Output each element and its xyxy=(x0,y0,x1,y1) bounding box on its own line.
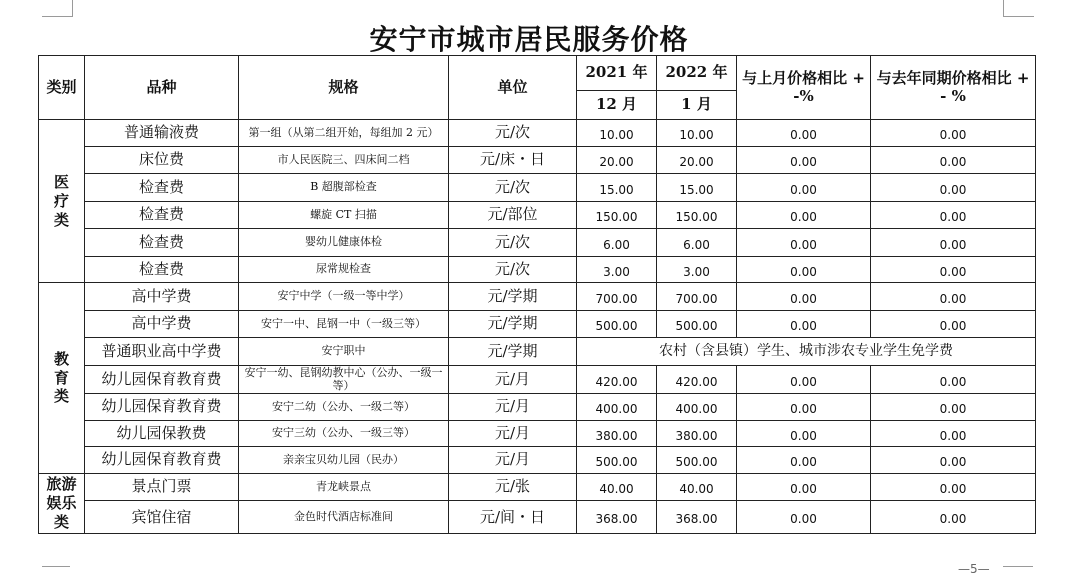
price-2021-12: 20.00 xyxy=(577,146,657,174)
price-2022-01: 500.00 xyxy=(657,447,737,473)
item-unit: 元/学期 xyxy=(449,310,577,338)
table-row xyxy=(39,394,1036,420)
change-yoy: 0.00 xyxy=(871,174,1036,202)
price-2022-01: 420.00 xyxy=(657,365,737,394)
change-mom: 0.00 xyxy=(737,256,871,282)
price-2021-12: 3.00 xyxy=(577,256,657,282)
table-row xyxy=(39,174,1036,202)
item-name: 检查费 xyxy=(85,201,239,229)
item-unit: 元/月 xyxy=(449,447,577,473)
price-2022-01: 15.00 xyxy=(657,174,737,202)
price-table xyxy=(38,55,1036,534)
change-mom: 0.00 xyxy=(737,120,871,146)
table-row xyxy=(39,256,1036,282)
item-spec: 安宁中学（一级一等中学） xyxy=(239,283,449,311)
table-row xyxy=(39,120,1036,146)
price-2021-12: 380.00 xyxy=(577,420,657,446)
change-mom: 0.00 xyxy=(737,174,871,202)
item-name: 宾馆住宿 xyxy=(85,501,239,534)
change-yoy: 0.00 xyxy=(871,201,1036,229)
item-name: 幼儿园保育教育费 xyxy=(85,365,239,394)
item-name: 床位费 xyxy=(85,146,239,174)
page-title: 安宁市城市居民服务价格 xyxy=(369,23,689,56)
item-unit: 元/学期 xyxy=(449,283,577,311)
item-spec: 安宁三幼（公办、一级三等） xyxy=(239,420,449,446)
table-row xyxy=(39,201,1036,229)
table-row xyxy=(39,365,1036,394)
page-number: —5— xyxy=(958,562,990,576)
price-2022-01: 500.00 xyxy=(657,310,737,338)
change-mom: 0.00 xyxy=(737,447,871,473)
price-2022-01: 400.00 xyxy=(657,394,737,420)
price-2021-12: 500.00 xyxy=(577,447,657,473)
item-unit: 元/床・日 xyxy=(449,146,577,174)
item-name: 高中学费 xyxy=(85,283,239,311)
change-yoy: 0.00 xyxy=(871,501,1036,534)
change-mom: 0.00 xyxy=(737,201,871,229)
change-yoy: 0.00 xyxy=(871,420,1036,446)
price-2022-01: 368.00 xyxy=(657,501,737,534)
price-2022-01: 3.00 xyxy=(657,256,737,282)
price-2021-12: 500.00 xyxy=(577,310,657,338)
item-spec: 第一组（从第二组开始，每组加 2 元） xyxy=(239,120,449,146)
price-2021-12: 700.00 xyxy=(577,283,657,311)
price-2021-12: 6.00 xyxy=(577,229,657,257)
page-corner-mark xyxy=(42,0,73,17)
change-yoy: 0.00 xyxy=(871,473,1036,501)
price-2021-12: 10.00 xyxy=(577,120,657,146)
change-yoy: 0.00 xyxy=(871,146,1036,174)
price-2022-01: 20.00 xyxy=(657,146,737,174)
header-spec: 规格 xyxy=(239,56,449,120)
table-body xyxy=(39,56,1036,534)
change-mom: 0.00 xyxy=(737,229,871,257)
item-name: 检查费 xyxy=(85,256,239,282)
price-2021-12: 400.00 xyxy=(577,394,657,420)
item-spec: B 超腹部检查 xyxy=(239,174,449,202)
change-yoy: 0.00 xyxy=(871,120,1036,146)
price-2021-12: 15.00 xyxy=(577,174,657,202)
table-row xyxy=(39,447,1036,473)
exemption-note: 农村（含县镇）学生、城市涉农专业学生免学费 xyxy=(577,338,1036,366)
change-mom: 0.00 xyxy=(737,283,871,311)
change-yoy: 0.00 xyxy=(871,447,1036,473)
table-row xyxy=(39,229,1036,257)
change-yoy: 0.00 xyxy=(871,229,1036,257)
item-spec: 安宁一中、昆钢一中（一级三等） xyxy=(239,310,449,338)
table-row xyxy=(39,338,1036,366)
item-unit: 元/张 xyxy=(449,473,577,501)
change-mom: 0.00 xyxy=(737,394,871,420)
change-mom: 0.00 xyxy=(737,420,871,446)
table-row xyxy=(39,420,1036,446)
item-spec: 安宁职中 xyxy=(239,338,449,366)
header-month-12: 12 月 xyxy=(577,90,657,120)
page-corner-mark xyxy=(1003,0,1034,17)
price-2021-12: 420.00 xyxy=(577,365,657,394)
category-label: 教 育 类 xyxy=(39,283,85,474)
item-spec: 尿常规检查 xyxy=(239,256,449,282)
change-mom: 0.00 xyxy=(737,501,871,534)
item-unit: 元/月 xyxy=(449,365,577,394)
change-yoy: 0.00 xyxy=(871,256,1036,282)
item-spec: 螺旋 CT 扫描 xyxy=(239,201,449,229)
item-name: 幼儿园保教费 xyxy=(85,420,239,446)
item-unit: 元/间・日 xyxy=(449,501,577,534)
category-label: 医 疗 类 xyxy=(39,120,85,283)
change-mom: 0.00 xyxy=(737,310,871,338)
item-spec: 金色时代酒店标准间 xyxy=(239,501,449,534)
item-unit: 元/次 xyxy=(449,256,577,282)
item-spec: 安宁二幼（公办、一级二等） xyxy=(239,394,449,420)
item-unit: 元/次 xyxy=(449,174,577,202)
table-row xyxy=(39,283,1036,311)
item-name: 高中学费 xyxy=(85,310,239,338)
change-yoy: 0.00 xyxy=(871,365,1036,394)
header-item: 品种 xyxy=(85,56,239,120)
header-yoy-change: 与去年同期价格相比 + - % xyxy=(871,56,1036,120)
header-mom-change: 与上月价格相比 + -% xyxy=(737,56,871,120)
table-row xyxy=(39,473,1036,501)
price-2022-01: 6.00 xyxy=(657,229,737,257)
price-2021-12: 368.00 xyxy=(577,501,657,534)
item-unit: 元/次 xyxy=(449,120,577,146)
price-2022-01: 40.00 xyxy=(657,473,737,501)
page-corner-mark xyxy=(42,566,70,577)
item-spec: 亲亲宝贝幼儿园（民办） xyxy=(239,447,449,473)
item-spec: 安宁一幼、昆钢幼教中心（公办、一级一等） xyxy=(239,365,449,394)
header-unit: 单位 xyxy=(449,56,577,120)
item-spec: 市人民医院三、四床间二档 xyxy=(239,146,449,174)
item-unit: 元/月 xyxy=(449,394,577,420)
header-category: 类别 xyxy=(39,56,85,120)
price-2022-01: 380.00 xyxy=(657,420,737,446)
price-2022-01: 700.00 xyxy=(657,283,737,311)
category-label: 旅游 娱乐 类 xyxy=(39,473,85,533)
item-name: 景点门票 xyxy=(85,473,239,501)
header-row xyxy=(39,56,1036,91)
change-yoy: 0.00 xyxy=(871,283,1036,311)
item-unit: 元/学期 xyxy=(449,338,577,366)
item-name: 普通职业高中学费 xyxy=(85,338,239,366)
price-2022-01: 150.00 xyxy=(657,201,737,229)
item-name: 检查费 xyxy=(85,174,239,202)
price-2021-12: 40.00 xyxy=(577,473,657,501)
change-mom: 0.00 xyxy=(737,473,871,501)
table-row xyxy=(39,310,1036,338)
item-name: 幼儿园保育教育费 xyxy=(85,447,239,473)
item-unit: 元/次 xyxy=(449,229,577,257)
item-name: 普通输液费 xyxy=(85,120,239,146)
change-yoy: 0.00 xyxy=(871,310,1036,338)
item-unit: 元/月 xyxy=(449,420,577,446)
item-name: 幼儿园保育教育费 xyxy=(85,394,239,420)
header-year-2022: 2022 年 xyxy=(657,56,737,91)
page-corner-mark xyxy=(1003,566,1033,577)
change-yoy: 0.00 xyxy=(871,394,1036,420)
table-row xyxy=(39,501,1036,534)
change-mom: 0.00 xyxy=(737,146,871,174)
price-2022-01: 10.00 xyxy=(657,120,737,146)
header-year-2021: 2021 年 xyxy=(577,56,657,91)
table-row xyxy=(39,146,1036,174)
item-spec: 青龙峡景点 xyxy=(239,473,449,501)
item-unit: 元/部位 xyxy=(449,201,577,229)
change-mom: 0.00 xyxy=(737,365,871,394)
item-name: 检查费 xyxy=(85,229,239,257)
price-2021-12: 150.00 xyxy=(577,201,657,229)
header-month-1: 1 月 xyxy=(657,90,737,120)
item-spec: 婴幼儿健康体检 xyxy=(239,229,449,257)
